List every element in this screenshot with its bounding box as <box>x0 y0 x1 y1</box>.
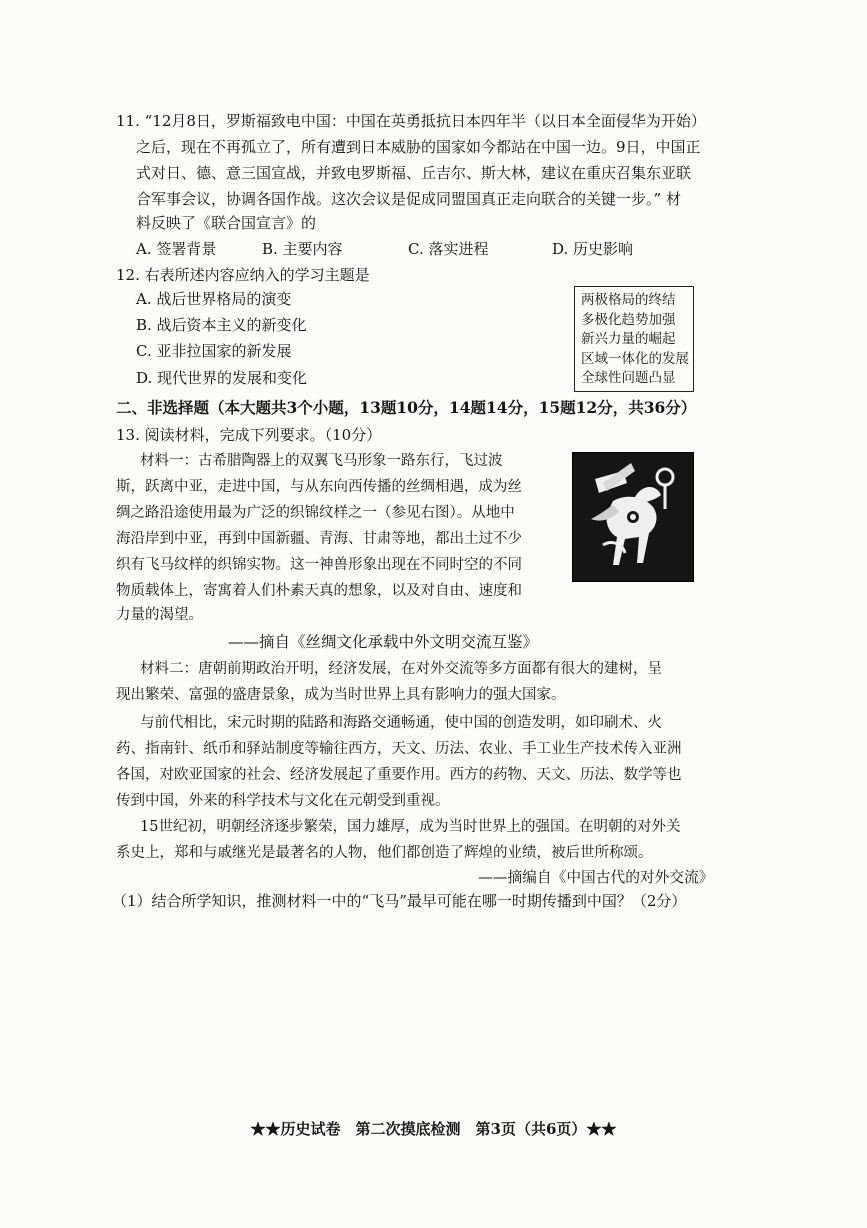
q12-stem: 12. 右表所述内容应纳入的学习主题是 <box>116 266 370 284</box>
material2-line-2: 现出繁荣、富强的盛唐景象，成为当时世界上具有影响力的强大国家。 <box>116 687 566 703</box>
q12-table-item: 全球性问题凸显 <box>581 370 676 386</box>
q11-line-2: 之后，现在不再孤立了，所有遭到日本威胁的国家如今都站在中国一边。9日，中国正 <box>136 138 701 156</box>
material1-line-2: 斯，跃离中亚，走进中国，与从东向西传播的丝绸相遇，成为丝 <box>116 479 522 495</box>
q11-option-b: B. 主要内容 <box>262 240 343 258</box>
material2-source: ——摘编自《中国古代的对外交流》 <box>478 869 714 886</box>
q12-table-item: 新兴力量的崛起 <box>581 331 676 347</box>
material2-line-5: 各国，对欧亚国家的社会、经济发展起了重要作用。西方的药物、天文、历法、数学等也 <box>116 767 682 783</box>
material1-line-3: 绸之路沿途使用最为广泛的织锦纹样之一（参见右图）。从地中 <box>116 505 515 521</box>
material1-source: ——摘自《丝绸文化承载中外文明交流互鉴》 <box>228 633 539 651</box>
q11-line-4: 合军事会议，协调各国作战。这次会议是促成同盟国真正走向联合的关键一步。” 材 <box>136 190 681 208</box>
material2-line-6: 传到中国，外来的科学技术与文化在元朝受到重视。 <box>116 793 450 809</box>
q11-option-d: D. 历史影响 <box>552 240 634 258</box>
q12-option-d: D. 现代世界的发展和变化 <box>136 369 308 387</box>
q11-line-5: 料反映了《联合国宣言》的 <box>136 214 317 232</box>
section-heading: 二、非选择题（本大题共3个小题，13题10分，14题14分，15题12分，共36分） <box>116 398 697 417</box>
page-footer: ★★历史试卷 第二次摸底检测 第3页（共6页）★★ <box>250 1120 617 1138</box>
material2-line-4: 药、指南针、纸币和驿站制度等输往西方，天文、历法、农业、手工业生产技术传入亚洲 <box>116 741 682 757</box>
q13-stem: 13. 阅读材料，完成下列要求。（10分） <box>116 426 382 444</box>
q12-table-item: 区域一体化的发展 <box>581 350 689 367</box>
q12-option-a: A. 战后世界格局的演变 <box>136 290 292 308</box>
material2-line-7: 15世纪初，明朝经济逐步繁荣，国力雄厚，成为当时世界上的强国。在明朝的对外关 <box>140 819 681 835</box>
q13-sub-question-1: （1）结合所学知识，推测材料一中的“飞马”最早可能在哪一时期传播到中国？（2分） <box>112 892 687 910</box>
q11-line-3: 式对日、德、意三国宣战，并致电罗斯福、丘吉尔、斯大林，建议在重庆召集东亚联 <box>136 164 692 182</box>
material2-line-1: 材料二：唐朝前期政治开明，经济发展，在对外交流等多方面都有很大的建树，呈 <box>140 661 662 677</box>
material2-line-3: 与前代相比，宋元时期的陆路和海路交通畅通，使中国的创造发明，如印刷术、火 <box>140 715 662 731</box>
material2-line-8: 系史上，郑和与戚继光是最著名的人物，他们都创造了辉煌的业绩，被后世所称颂。 <box>116 845 653 861</box>
material1-line-7: 力量的渴望。 <box>116 607 203 623</box>
q11-option-a: A. 签署背景 <box>136 240 217 258</box>
flying-horse-image <box>572 452 694 582</box>
q12-option-c: C. 亚非拉国家的新发展 <box>136 342 292 360</box>
q11-line-1: 11. “12月8日，罗斯福致电中国：中国在英勇抵抗日本四年半（以日本全面侵华为开始） <box>116 112 706 130</box>
q11-option-c: C. 落实进程 <box>408 240 489 258</box>
material1-line-1: 材料一：古希腊陶器上的双翼飞马形象一路东行，飞过波 <box>140 453 503 469</box>
material1-line-4: 海沿岸到中亚，再到中国新疆、青海、甘肃等地，都出土过不少 <box>116 531 522 547</box>
q12-table-item: 多极化趋势加强 <box>581 311 676 328</box>
q12-option-b: B. 战后资本主义的新变化 <box>136 316 307 334</box>
flying-horse-icon <box>573 453 693 581</box>
q12-table-item: 两极格局的终结 <box>581 292 676 308</box>
material1-line-5: 织有飞马纹样的织锦实物。这一神兽形象出现在不同时空的不同 <box>116 557 522 573</box>
q12-topic-table <box>574 286 694 392</box>
material1-line-6: 物质载体上，寄寓着人们朴素天真的想象，以及对自由、速度和 <box>116 583 522 599</box>
q11-options <box>136 238 696 262</box>
